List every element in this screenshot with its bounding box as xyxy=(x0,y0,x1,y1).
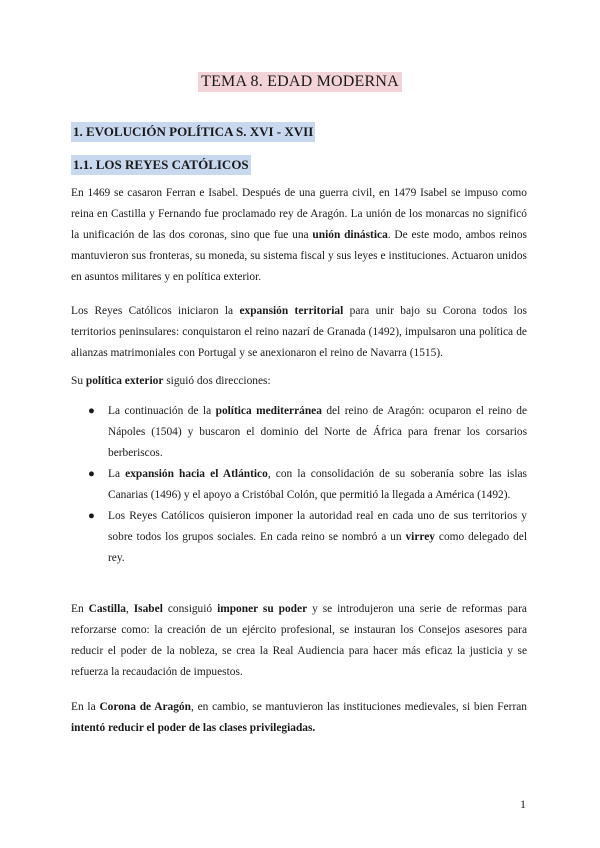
bold-text: Isabel xyxy=(133,603,163,615)
bullet-icon: ● xyxy=(88,510,95,522)
bold-text: política mediterránea xyxy=(215,405,322,417)
paragraph-5 xyxy=(71,697,527,739)
bold-text: virrey xyxy=(405,531,435,543)
text: En xyxy=(71,603,89,615)
paragraph-1 xyxy=(71,183,527,288)
subsection-heading: 1.1. LOS REYES CATÓLICOS xyxy=(71,155,251,175)
list-item xyxy=(71,464,527,506)
paragraph-2 xyxy=(71,301,527,364)
text: para unir bajo su Corona todos los territorios peninsulares: conquistaron el reino nazarí de Granada (1492), impulsaron una política de alianzas matrimoniales con Portugal y se anexionaron el reino de Navarra (1515). xyxy=(71,305,527,359)
text: del reino de Aragón: ocuparon el reino de Nápoles (1504) y buscaron el dominio del Norte de África para frenar los corsarios berberiscos. xyxy=(108,405,528,459)
bold-text: expansión hacia el Atlántico xyxy=(125,468,268,480)
page-number: 1 xyxy=(520,797,526,811)
bold-text: unión dinástica xyxy=(312,229,388,241)
paragraph-3 xyxy=(71,371,527,392)
bold-text: Corona de Aragón xyxy=(99,701,191,713)
text: . De este modo, ambos reinos mantuvieron sus fronteras, su moneda, su sistema fiscal y sus leyes e instituciones. Actuaron unidos en asuntos militares y en política exterior. xyxy=(71,229,527,283)
section-heading: 1. EVOLUCIÓN POLÍTICA S. XVI - XVII xyxy=(71,122,315,142)
text: En la xyxy=(71,701,100,713)
list-item xyxy=(71,506,527,569)
text: Su xyxy=(71,375,86,387)
text: , en cambio, se mantuvieron las instituciones medievales, si bien Ferran xyxy=(190,701,528,713)
title-container xyxy=(0,72,600,92)
bold-text: política exterior xyxy=(85,375,164,387)
bullet-icon: ● xyxy=(88,405,95,417)
text: siguió dos direcciones: xyxy=(163,375,271,387)
document-title: TEMA 8. EDAD MODERNA xyxy=(198,72,402,92)
text: , xyxy=(125,603,134,615)
list-item xyxy=(71,401,527,464)
text: Los Reyes Católicos quisieron imponer la autoridad real en cada uno de sus territorios y sobre todos los grupos sociales. En cada reino se nombró a un xyxy=(108,510,527,543)
bold-text: imponer su poder xyxy=(217,603,308,615)
text: consiguió xyxy=(162,603,218,615)
bold-text: expansión territorial xyxy=(239,305,344,317)
bold-text: Castilla xyxy=(88,603,126,615)
text: , con la consolidación de su soberanía sobre las islas Canarias (1496) y el apoyo a Cristóbal Colón, que permitió la llegada a América (1492). xyxy=(108,468,527,501)
bullet-icon: ● xyxy=(88,468,95,480)
bold-text: intentó reducir el poder de las clases privilegiadas. xyxy=(71,722,316,734)
text: Los Reyes Católicos iniciaron la xyxy=(71,305,240,317)
text: En 1469 se casaron Ferran e Isabel. Después de una guerra civil, en 1479 Isabel se impuso como reina en Castilla y Fernando fue proclamado rey de Aragón. La unión de los monarcas no significó la unificación de las dos coronas, sino que fue una xyxy=(71,187,527,241)
bullet-list xyxy=(71,401,527,569)
text: La continuación de la xyxy=(108,405,216,417)
text: como delegado del rey. xyxy=(108,531,527,564)
text: y se introdujeron una serie de reformas para reforzarse como: la creación de un ejército profesional, se instauran los Consejos asesores para reducir el poder de la nobleza, se crea la Real Audiencia para hacer más eficaz la justicia y se refuerza la recaudación de impuestos. xyxy=(71,603,527,678)
text: La xyxy=(108,468,126,480)
paragraph-4 xyxy=(71,599,527,683)
